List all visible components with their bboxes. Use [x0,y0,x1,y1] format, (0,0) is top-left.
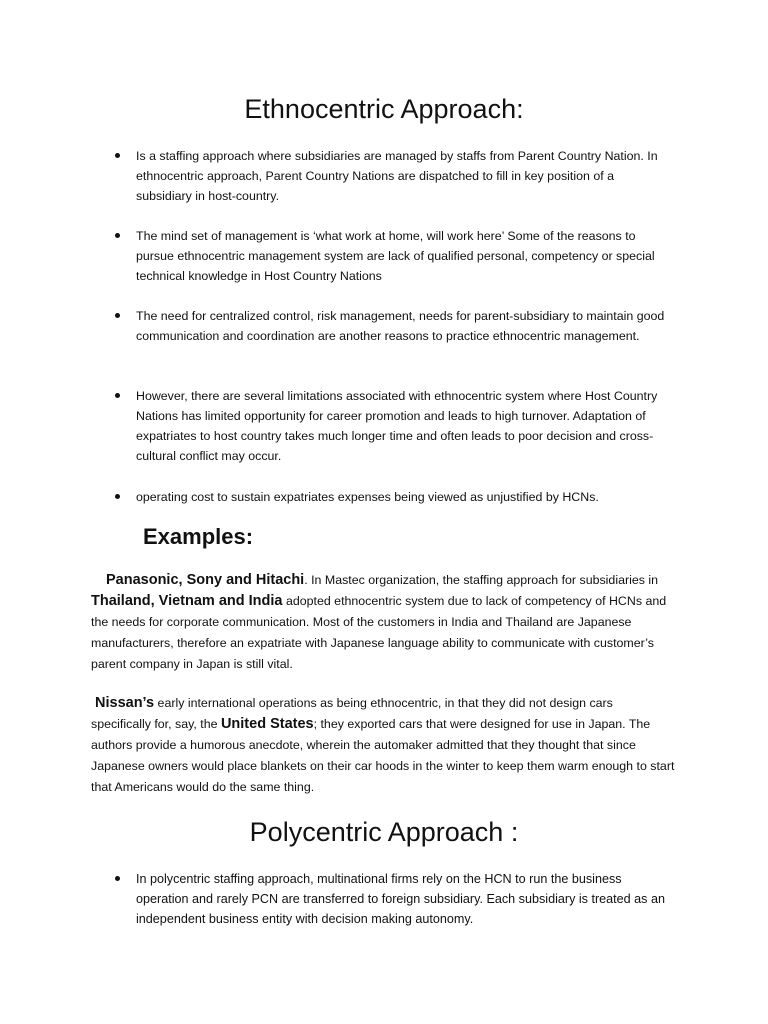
ethnocentric-bullet-list-5 [112,487,672,507]
bullet-item: However, there are several limitations associated with ethnocentric system where Host Country Nations has limited opportunity for career promotion and leads to high turnover. Adaptation of expatriates to host country takes much longer time and often leads to poor decision and cross-cultural conflict may occur. [112,386,672,466]
polycentric-heading: Polycentric Approach : [249,817,519,847]
ethnocentric-bullet-list-4 [112,386,672,466]
country-names: Thailand, Vietnam and India [91,593,283,609]
paragraph-text: early international operations as being ethnocentric, in that they did not design cars specifically for, say, the [91,696,613,731]
examples-heading: Examples: [143,524,254,549]
bullet-item: In polycentric staffing approach, multinational firms rely on the HCN to run the business operation and rarely PCN are transferred to foreign subsidiary. Each subsidiary is treated as an independent business entity with decision making autonomy. [112,869,672,929]
example-paragraph-japanese-firms [91,570,675,675]
company-name: Nissan’s [95,695,155,711]
country-name: United States [220,716,314,732]
bullet-item: The need for centralized control, risk management, needs for parent-subsidiary to maintain good communication and coordination are another reasons to practice ethnocentric management. [112,306,672,346]
ethnocentric-bullet-list-1 [112,146,672,206]
bullet-item: Is a staffing approach where subsidiaries are managed by staffs from Parent Country Nation. In ethnocentric approach, Parent Country Nations are dispatched to fill in key position of a subsidiary in host-country. [112,146,672,206]
paragraph-text: ; they exported cars that were designed for use in Japan. The authors provide a humorous anecdote, wherein the automaker admitted that they thought that since Japanese owners would place blankets on their car hoods in the winter to keep them warm enough to start that Americans would do the same thing. [91,717,675,794]
company-names: Panasonic, Sony and Hitachi [106,572,305,588]
example-paragraph-nissan [91,693,675,798]
ethnocentric-bullet-list-2 [112,226,672,286]
bullet-item: operating cost to sustain expatriates expenses being viewed as unjustified by HCNs. [112,487,672,507]
bullet-item: The mind set of management is ‘what work at home, will work here’ Some of the reasons to pursue ethnocentric management system are lack of qualified personal, competency or special technical knowledge in Host Country Nations [112,226,672,286]
ethnocentric-heading: Ethnocentric Approach: [244,94,524,124]
polycentric-bullet-list [112,869,672,929]
paragraph-text: . In Mastec organization, the staffing approach for subsidiaries in [304,573,659,587]
ethnocentric-bullet-list-3 [112,306,672,346]
paragraph-text: adopted ethnocentric system due to lack of competency of HCNs and the needs for corporate communication. Most of the customers in India and Thailand are Japanese manufacturers, therefore an expatriate with Japanese language ability to communicate with customer’s parent company in Japan is still vital. [91,594,667,671]
